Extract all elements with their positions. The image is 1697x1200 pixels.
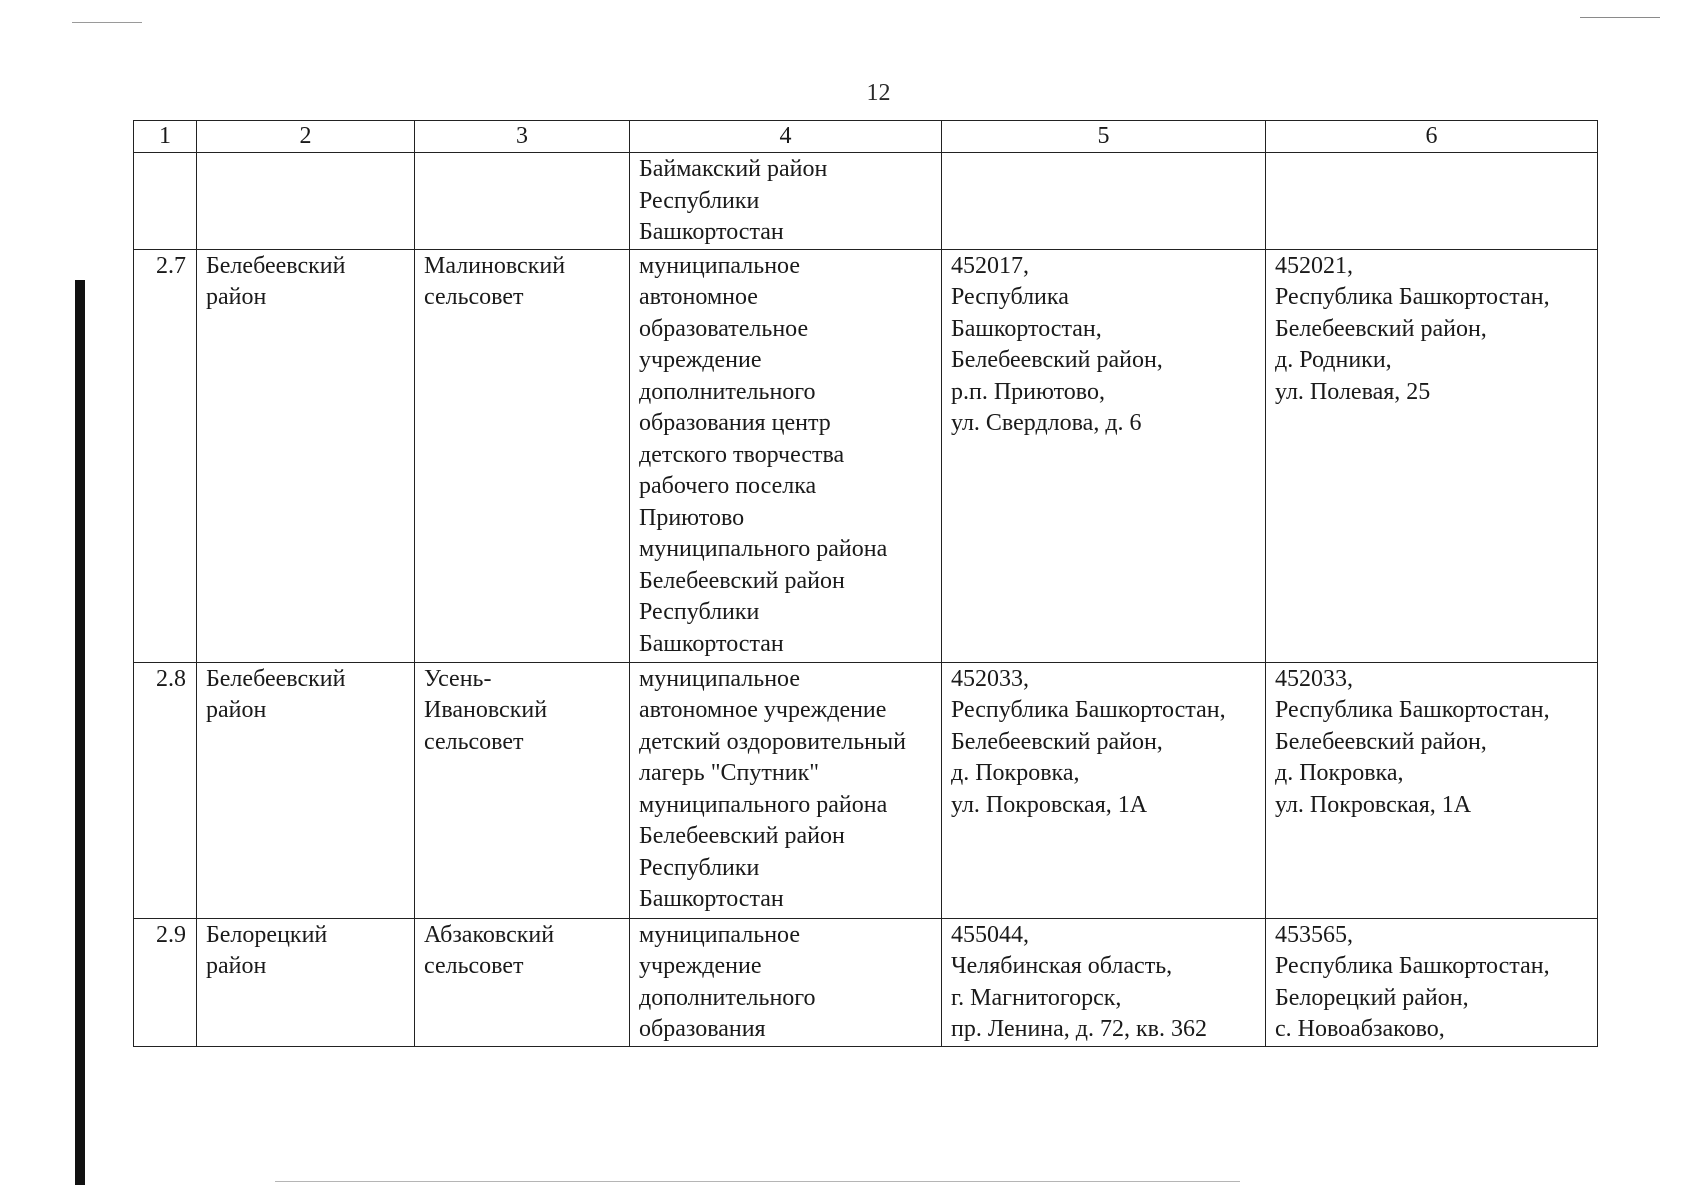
table-row [134,662,1598,918]
organization-cell: Баймакский район Республики Башкортостан [630,153,942,250]
legal-address-cell: 455044, Челябинская область, г. Магнитогорск, пр. Ленина, д. 72, кв. 362 [942,918,1266,1046]
row-number-cell: 2.9 [134,918,197,1046]
column-header: 4 [630,121,942,153]
page-number: 12 [866,80,891,106]
district-cell [197,153,415,250]
column-header: 3 [415,121,630,153]
actual-address-cell: 452021, Республика Башкортостан, Белебеевский район, д. Родники, ул. Полевая, 25 [1266,249,1598,662]
scan-artifact-bottom [275,1181,1240,1182]
legal-address-cell: 452017, Республика Башкортостан, Белебеевский район, р.п. Приютово, ул. Свердлова, д. 6 [942,249,1266,662]
row-number-cell: 2.7 [134,249,197,662]
settlement-cell: Абзаковский сельсовет [415,918,630,1046]
row-number-cell: 2.8 [134,662,197,918]
organization-cell: муниципальное автономное образовательное учреждение дополнительного образования центр детского творчества рабочего поселка Приютово муниципального района Белебеевский район Республики Башкортостан [630,249,942,662]
legal-address-cell [942,153,1266,250]
organization-cell: муниципальное учреждение дополнительного образования [630,918,942,1046]
table-row [134,249,1598,662]
row-number-cell [134,153,197,250]
table-row [134,918,1598,1046]
register-table [133,120,1598,1047]
district-cell: Белебеевский район [197,662,415,918]
scan-artifact-top-right [1580,17,1660,18]
actual-address-cell: 453565, Республика Башкортостан, Белорецкий район, с. Новоабзаково, [1266,918,1598,1046]
column-header: 6 [1266,121,1598,153]
district-cell: Белорецкий район [197,918,415,1046]
actual-address-cell [1266,153,1598,250]
actual-address-cell: 452033, Республика Башкортостан, Белебеевский район, д. Покровка, ул. Покровская, 1А [1266,662,1598,918]
column-header: 2 [197,121,415,153]
column-header: 1 [134,121,197,153]
column-header: 5 [942,121,1266,153]
scan-binding-edge [75,280,85,1185]
settlement-cell: Малиновский сельсовет [415,249,630,662]
organization-cell: муниципальное автономное учреждение детский оздоровительный лагерь "Спутник" муниципального района Белебеевский район Республики Башкортостан [630,662,942,918]
legal-address-cell: 452033, Республика Башкортостан, Белебеевский район, д. Покровка, ул. Покровская, 1А [942,662,1266,918]
settlement-cell [415,153,630,250]
scan-artifact-top-left [72,22,142,23]
header-row [134,121,1598,153]
district-cell: Белебеевский район [197,249,415,662]
settlement-cell: Усень- Ивановский сельсовет [415,662,630,918]
table-row [134,153,1598,250]
